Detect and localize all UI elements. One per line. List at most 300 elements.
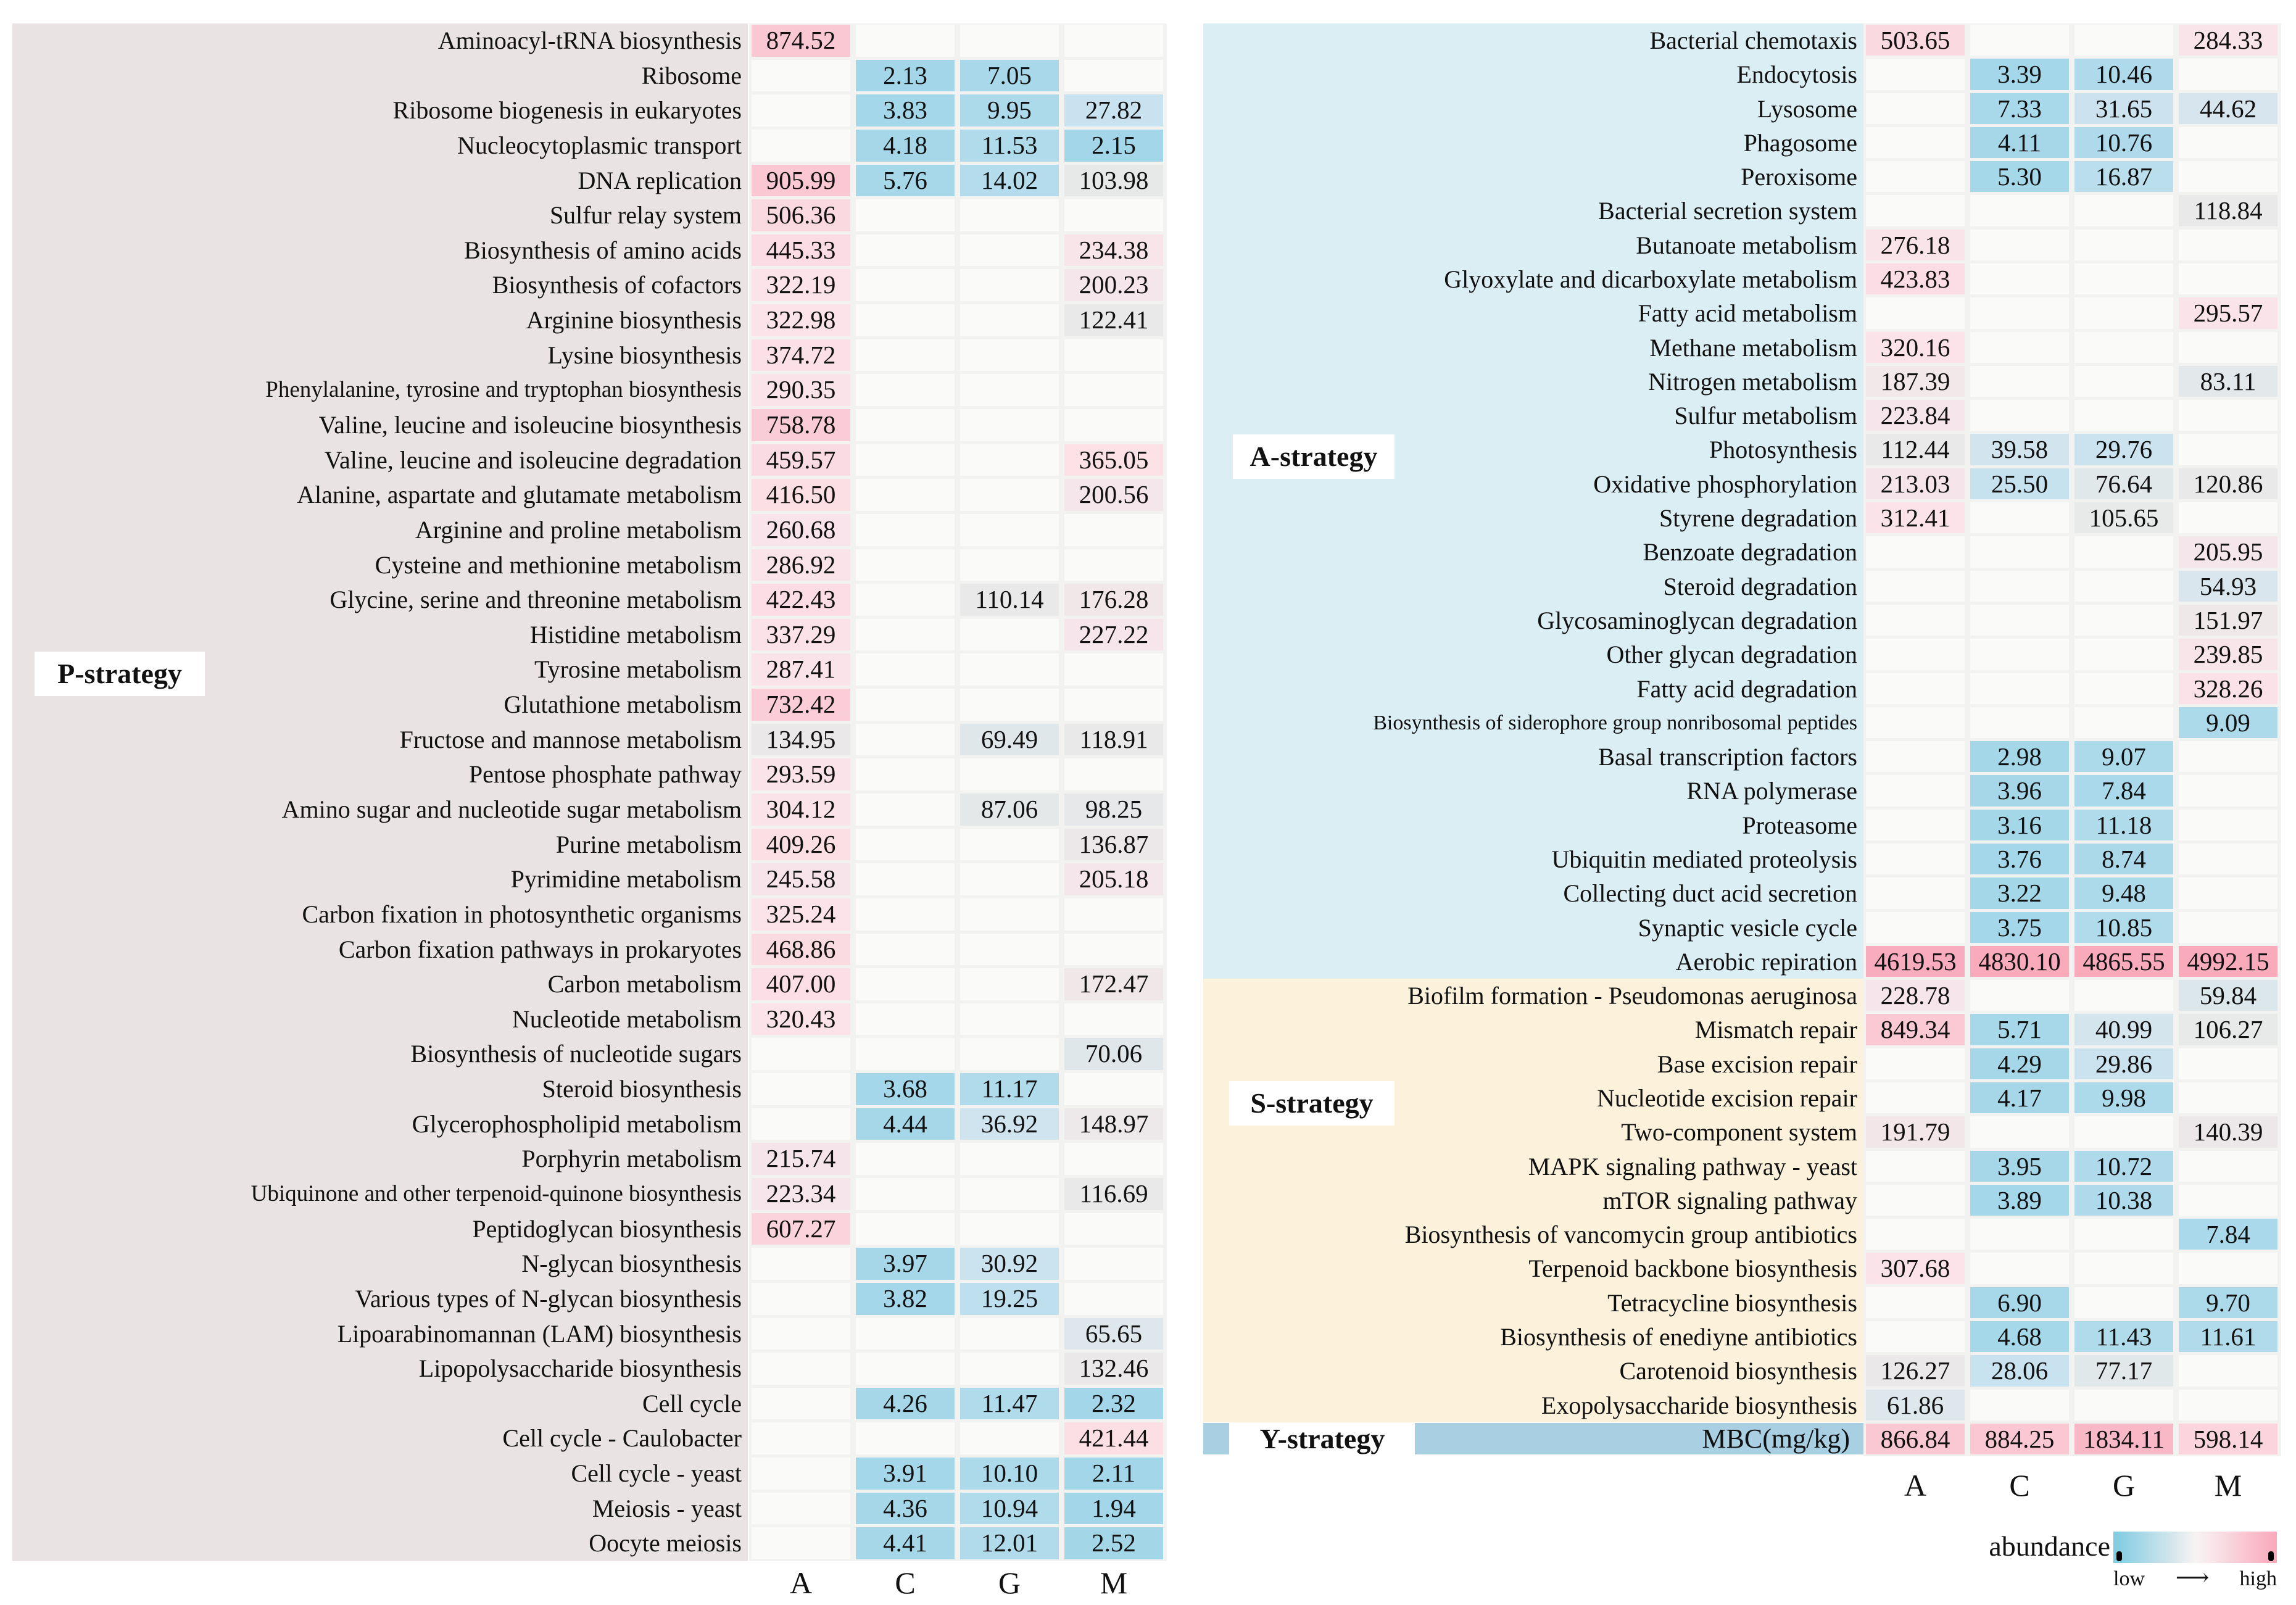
left-panel-heatmap-cell	[856, 269, 955, 301]
left-panel-heatmap-cell: 3.91	[856, 1458, 955, 1490]
right-panel-heatmap-cell	[1970, 332, 2069, 363]
left-panel-heatmap-cell	[960, 758, 1059, 790]
right-panel-pathway-label: Endocytosis	[1736, 60, 1857, 89]
left-panel-pathway-label: Porphyrin metabolism	[521, 1145, 742, 1173]
right-panel-heatmap-cell: 10.76	[2074, 127, 2173, 158]
left-panel-heatmap-cell	[960, 934, 1059, 966]
right-panel-heatmap-cell	[2074, 605, 2173, 636]
left-panel-heatmap-cell	[752, 1073, 850, 1105]
right-panel-heatmap-cell: 191.79	[1866, 1116, 1965, 1147]
right-panel-heatmap-cell: 126.27	[1866, 1355, 1965, 1386]
right-panel-heatmap-cell	[1866, 1185, 1965, 1216]
right-panel-pathway-label: Fatty acid metabolism	[1638, 299, 1857, 328]
left-panel-heatmap-cell: 19.25	[960, 1283, 1059, 1315]
right-panel-heatmap-cell	[1970, 673, 2069, 704]
left-panel-column-header: M	[1100, 1566, 1128, 1600]
right-panel-heatmap-cell: 3.22	[1970, 877, 2069, 908]
left-panel-heatmap-cell: 227.22	[1064, 619, 1163, 651]
left-panel-heatmap-cell: 468.86	[752, 934, 850, 966]
left-panel-heatmap-cell	[856, 549, 955, 581]
left-panel-heatmap-cell: 365.05	[1064, 444, 1163, 476]
left-panel-heatmap-cell	[1064, 199, 1163, 231]
right-panel-heatmap-cell	[1970, 195, 2069, 226]
left-panel-heatmap-cell	[752, 1108, 850, 1140]
left-panel-heatmap-cell	[960, 25, 1059, 57]
left-panel-heatmap-cell: 134.95	[752, 724, 850, 756]
right-panel-heatmap-cell	[1970, 230, 2069, 260]
right-panel-pathway-label: Biosynthesis of vancomycin group antibiotics	[1404, 1221, 1857, 1249]
left-panel-pathway-label: Lysine biosynthesis	[547, 341, 742, 369]
left-panel-heatmap-cell	[752, 130, 850, 162]
right-panel-heatmap-cell	[1866, 844, 1965, 874]
s-strategy-label: S-strategy	[1229, 1081, 1395, 1126]
right-panel-pathway-label: Nucleotide excision repair	[1596, 1084, 1857, 1112]
right-panel-column-header: G	[2112, 1468, 2136, 1503]
left-panel-heatmap-cell	[856, 584, 955, 616]
right-panel-pathway-label: MAPK signaling pathway - yeast	[1528, 1152, 1857, 1180]
left-panel-heatmap-cell: 337.29	[752, 619, 850, 651]
left-panel-heatmap-cell: 9.95	[960, 94, 1059, 126]
left-panel-pathway-label: Histidine metabolism	[529, 620, 742, 649]
left-panel-heatmap-cell: 103.98	[1064, 165, 1163, 197]
left-panel-heatmap-cell	[960, 444, 1059, 476]
left-panel-pathway-label: Amino sugar and nucleotide sugar metabolism	[281, 795, 742, 823]
left-panel-heatmap-cell: 65.65	[1064, 1318, 1163, 1350]
right-panel-heatmap-cell: 4.29	[1970, 1048, 2069, 1079]
left-panel-heatmap-cell	[960, 409, 1059, 441]
left-panel-heatmap-cell: 215.74	[752, 1143, 850, 1175]
left-panel-heatmap-cell: 286.92	[752, 549, 850, 581]
left-panel-pathway-label: Arginine and proline metabolism	[415, 515, 742, 544]
left-panel-heatmap-cell	[1064, 1143, 1163, 1175]
left-panel-heatmap-cell: 11.53	[960, 130, 1059, 162]
left-panel-heatmap-cell: 118.91	[1064, 724, 1163, 756]
left-panel-heatmap-cell	[960, 1213, 1059, 1245]
right-panel-heatmap-cell: 11.61	[2179, 1321, 2277, 1352]
right-panel-pathway-label: Basal transcription factors	[1598, 743, 1857, 771]
left-panel-heatmap-cell: 172.47	[1064, 968, 1163, 1000]
left-panel-heatmap-cell	[1064, 339, 1163, 371]
right-panel-heatmap-cell	[2179, 127, 2277, 158]
left-panel-heatmap-cell: 2.13	[856, 60, 955, 92]
right-panel-heatmap-cell	[2179, 230, 2277, 260]
right-panel-heatmap-cell: 223.84	[1866, 400, 1965, 431]
left-panel-heatmap-cell	[960, 269, 1059, 301]
right-panel-heatmap-cell: 16.87	[2074, 161, 2173, 192]
left-panel-pathway-label: Valine, leucine and isoleucine biosynthesis	[318, 410, 742, 439]
left-panel-heatmap-cell: 2.15	[1064, 130, 1163, 162]
left-panel-heatmap-cell: 148.97	[1064, 1108, 1163, 1140]
right-panel-pathway-label: Biofilm formation - Pseudomonas aeruginosa	[1407, 982, 1857, 1010]
right-panel-heatmap-cell	[1970, 1219, 2069, 1250]
left-panel-heatmap-cell	[960, 619, 1059, 651]
left-panel-pathway-label: Biosynthesis of nucleotide sugars	[410, 1040, 742, 1068]
left-panel-heatmap-cell: 7.05	[960, 60, 1059, 92]
left-panel-heatmap-cell	[856, 1213, 955, 1245]
left-panel-pathway-label: Glycine, serine and threonine metabolism	[329, 586, 742, 614]
left-panel-heatmap-cell	[960, 234, 1059, 267]
right-panel-heatmap-cell	[1866, 59, 1965, 89]
left-panel-pathway-label: Oocyte meiosis	[589, 1529, 742, 1557]
right-panel-heatmap-cell	[2179, 59, 2277, 89]
legend-high-label: high	[2239, 1567, 2277, 1590]
left-panel-pathway-label: Carbon metabolism	[547, 970, 742, 998]
right-panel-pathway-label: Bacterial secretion system	[1598, 197, 1857, 225]
left-panel-heatmap-cell	[856, 863, 955, 895]
right-panel-heatmap-cell	[1970, 605, 2069, 636]
right-panel-heatmap-cell: 9.70	[2179, 1287, 2277, 1318]
left-panel-heatmap-cell: 905.99	[752, 165, 850, 197]
legend-arrow-icon: ⟶	[2175, 1565, 2210, 1591]
left-panel-heatmap-cell	[960, 829, 1059, 861]
left-panel-heatmap-cell: 11.47	[960, 1388, 1059, 1420]
right-panel-heatmap-cell	[2074, 707, 2173, 738]
right-panel-heatmap-cell	[2074, 1219, 2173, 1250]
right-panel-heatmap-cell: 105.65	[2074, 502, 2173, 533]
left-panel-heatmap-cell: 98.25	[1064, 794, 1163, 826]
left-panel-pathway-label: DNA replication	[578, 166, 742, 194]
right-panel-heatmap-cell	[2179, 844, 2277, 874]
left-panel-heatmap-cell	[856, 1353, 955, 1385]
left-panel-heatmap-cell	[856, 25, 955, 57]
left-panel-heatmap-cell	[1064, 409, 1163, 441]
right-panel-heatmap-cell: 884.25	[1970, 1424, 2069, 1454]
right-panel-heatmap-cell	[2179, 502, 2277, 533]
right-panel-pathway-label: Biosynthesis of enediyne antibiotics	[1500, 1323, 1857, 1351]
right-panel-heatmap-cell	[2074, 1253, 2173, 1284]
right-panel-heatmap-cell	[1866, 1219, 1965, 1250]
right-panel-heatmap-cell: 11.43	[2074, 1321, 2173, 1352]
right-panel-heatmap-cell: 106.27	[2179, 1014, 2277, 1045]
right-panel-heatmap-cell: 4.11	[1970, 127, 2069, 158]
left-panel-heatmap-cell: 12.01	[960, 1527, 1059, 1559]
right-panel-heatmap-cell	[1970, 25, 2069, 56]
right-panel-heatmap-cell	[2074, 1390, 2173, 1420]
right-panel-heatmap-cell	[2074, 980, 2173, 1011]
right-panel-heatmap-cell: 849.34	[1866, 1014, 1965, 1045]
right-panel-heatmap-cell: 4830.10	[1970, 946, 2069, 977]
left-panel-pathway-label: Arginine biosynthesis	[526, 306, 742, 334]
left-panel-heatmap-cell	[752, 1248, 850, 1280]
right-panel-heatmap-cell	[1970, 707, 2069, 738]
left-panel-pathway-label: Various types of N-glycan biosynthesis	[355, 1284, 742, 1313]
left-panel-heatmap-cell	[856, 444, 955, 476]
left-panel-pathway-label: Ribosome biogenesis in eukaryotes	[392, 96, 742, 125]
left-panel-heatmap-cell: 110.14	[960, 584, 1059, 616]
left-panel-pathway-label: Pentose phosphate pathway	[468, 760, 742, 789]
right-panel-heatmap-cell	[1866, 571, 1965, 602]
right-panel-heatmap-cell	[2179, 332, 2277, 363]
right-panel-pathway-label: Methane metabolism	[1649, 333, 1857, 362]
right-panel-heatmap-cell	[1970, 400, 2069, 431]
right-panel-pathway-label: Benzoate degradation	[1643, 538, 1857, 566]
right-panel-heatmap-cell: 205.95	[2179, 536, 2277, 567]
left-panel-pathway-label: Valine, leucine and isoleucine degradation	[324, 446, 742, 474]
right-panel-heatmap-cell: 228.78	[1866, 980, 1965, 1011]
left-panel-heatmap-cell: 607.27	[752, 1213, 850, 1245]
y-strategy-color-swatch	[1203, 1423, 1229, 1454]
legend-high-tick	[2268, 1551, 2274, 1561]
left-panel-pathway-label: Tyrosine metabolism	[534, 655, 742, 684]
right-panel-heatmap-cell	[1866, 1151, 1965, 1182]
left-panel-pathway-label: Nucleocytoplasmic transport	[457, 131, 742, 159]
right-panel-heatmap-cell: 6.90	[1970, 1287, 2069, 1318]
right-panel-heatmap-cell	[2179, 741, 2277, 772]
left-panel-heatmap-cell: 322.19	[752, 269, 850, 301]
right-panel-heatmap-cell: 112.44	[1866, 434, 1965, 465]
right-panel-heatmap-cell: 76.64	[2074, 468, 2173, 499]
right-panel-heatmap-cell: 312.41	[1866, 502, 1965, 533]
right-panel-heatmap-cell	[2179, 1253, 2277, 1284]
right-panel-heatmap-cell	[1970, 297, 2069, 328]
left-panel-pathway-label: Meiosis - yeast	[592, 1494, 742, 1522]
right-panel-heatmap-cell	[1866, 912, 1965, 943]
left-panel-heatmap-cell	[1064, 1073, 1163, 1105]
left-panel-pathway-label: Nucleotide metabolism	[512, 1005, 742, 1033]
left-panel-heatmap-cell: 10.94	[960, 1493, 1059, 1525]
left-panel-heatmap-cell	[960, 898, 1059, 931]
right-panel-heatmap-cell	[2179, 912, 2277, 943]
left-panel-heatmap-cell	[960, 1422, 1059, 1454]
left-panel-heatmap-cell	[856, 1318, 955, 1350]
left-panel-heatmap-cell	[752, 1527, 850, 1559]
right-panel-heatmap-cell	[2074, 263, 2173, 294]
left-panel-heatmap-cell	[856, 234, 955, 267]
right-panel-heatmap-cell	[1970, 263, 2069, 294]
right-panel-pathway-label: Photosynthesis	[1709, 436, 1857, 464]
left-panel-heatmap-cell	[856, 758, 955, 790]
left-panel-heatmap-cell	[856, 934, 955, 966]
right-panel-heatmap-cell: 10.85	[2074, 912, 2173, 943]
left-panel-heatmap-cell	[856, 1143, 955, 1175]
left-panel-pathway-label: Cell cycle - yeast	[571, 1459, 742, 1488]
right-panel-heatmap-cell	[2074, 639, 2173, 670]
right-panel-heatmap-cell: 3.76	[1970, 844, 2069, 874]
left-panel-heatmap-cell: 87.06	[960, 794, 1059, 826]
right-panel-heatmap-cell: 29.76	[2074, 434, 2173, 465]
right-panel-heatmap-cell: 29.86	[2074, 1048, 2173, 1079]
right-panel-heatmap-cell	[2074, 1116, 2173, 1147]
right-panel-heatmap-cell: 7.33	[1970, 93, 2069, 124]
right-panel-heatmap-cell	[1970, 571, 2069, 602]
right-panel-heatmap-cell: 39.58	[1970, 434, 2069, 465]
left-panel-heatmap-cell: 293.59	[752, 758, 850, 790]
left-panel-heatmap-cell: 3.97	[856, 1248, 955, 1280]
right-panel-heatmap-cell	[1866, 741, 1965, 772]
right-panel-heatmap-cell: 9.09	[2179, 707, 2277, 738]
right-panel-heatmap-cell: 59.84	[2179, 980, 2277, 1011]
right-panel-pathway-label: Biosynthesis of siderophore group nonribosomal peptides	[1373, 711, 1857, 734]
right-panel-heatmap-cell	[1866, 707, 1965, 738]
right-panel-heatmap-cell	[1866, 775, 1965, 806]
left-panel-heatmap-cell	[752, 1318, 850, 1350]
right-panel-pathway-label: Glyoxylate and dicarboxylate metabolism	[1444, 265, 1857, 294]
right-panel-pathway-label: Two-component system	[1621, 1118, 1857, 1147]
left-panel-heatmap-cell	[960, 863, 1059, 895]
right-panel-heatmap-cell	[2179, 877, 2277, 908]
right-panel-heatmap-cell	[1970, 502, 2069, 533]
left-panel-column-header: A	[789, 1566, 813, 1600]
left-panel-pathway-label: Phenylalanine, tyrosine and tryptophan biosynthesis	[265, 377, 742, 403]
right-panel-pathway-label: Mismatch repair	[1694, 1016, 1857, 1044]
left-panel-pathway-label: Pyrimidine metabolism	[510, 865, 742, 894]
left-panel-heatmap-cell: 260.68	[752, 514, 850, 546]
right-panel-heatmap-cell	[1970, 980, 2069, 1011]
left-panel-pathway-label: Cell cycle - Caulobacter	[502, 1424, 742, 1453]
left-panel-heatmap-cell	[856, 898, 955, 931]
left-panel-heatmap-cell	[752, 1388, 850, 1420]
left-panel-heatmap-cell	[752, 1422, 850, 1454]
right-panel-heatmap-cell	[2074, 400, 2173, 431]
left-panel-heatmap-cell	[960, 1003, 1059, 1035]
left-panel-pathway-label: Sulfur relay system	[549, 201, 742, 230]
right-panel-heatmap-cell: 5.30	[1970, 161, 2069, 192]
left-panel-heatmap-cell	[856, 1003, 955, 1035]
left-panel-heatmap-cell	[752, 1038, 850, 1070]
left-panel-heatmap-cell: 874.52	[752, 25, 850, 57]
left-panel-heatmap-cell: 1.94	[1064, 1493, 1163, 1525]
left-panel-heatmap-cell	[856, 794, 955, 826]
left-panel-pathway-label: Cell cycle	[642, 1389, 742, 1417]
right-panel-heatmap-cell	[2179, 161, 2277, 192]
right-panel-heatmap-cell	[1866, 195, 1965, 226]
right-panel-pathway-label: Synaptic vesicle cycle	[1638, 913, 1857, 942]
legend-gradient-bar	[2113, 1532, 2277, 1563]
right-panel-heatmap-cell: 423.83	[1866, 263, 1965, 294]
left-panel-heatmap-cell: 136.87	[1064, 829, 1163, 861]
left-panel-heatmap-cell: 4.26	[856, 1388, 955, 1420]
right-panel-heatmap-cell	[2074, 673, 2173, 704]
right-panel-heatmap-cell: 44.62	[2179, 93, 2277, 124]
mbc-row-label: MBC(mg/kg)	[1702, 1423, 1850, 1454]
left-panel-heatmap-cell	[856, 689, 955, 721]
right-panel-heatmap-cell: 328.26	[2179, 673, 2277, 704]
right-panel-heatmap-cell: 3.75	[1970, 912, 2069, 943]
right-panel-heatmap-cell: 239.85	[2179, 639, 2277, 670]
left-panel-heatmap-cell	[960, 339, 1059, 371]
right-panel-heatmap-cell: 8.74	[2074, 844, 2173, 874]
left-panel-heatmap-cell	[1064, 898, 1163, 931]
left-panel-heatmap-cell: 30.92	[960, 1248, 1059, 1280]
right-panel-pathway-label: Terpenoid backbone biosynthesis	[1528, 1255, 1857, 1283]
left-panel-heatmap-cell	[856, 1178, 955, 1210]
right-panel-heatmap-cell	[1866, 93, 1965, 124]
left-panel-heatmap-cell	[960, 1353, 1059, 1385]
left-panel-heatmap-cell	[1064, 653, 1163, 686]
right-panel-heatmap-cell: 10.46	[2074, 59, 2173, 89]
right-panel-heatmap-cell	[2074, 571, 2173, 602]
right-panel-heatmap-cell: 25.50	[1970, 468, 2069, 499]
y-strategy-label: Y-strategy	[1232, 1422, 1413, 1455]
right-panel-heatmap-cell: 10.72	[2074, 1151, 2173, 1182]
right-panel-heatmap-cell: 213.03	[1866, 468, 1965, 499]
left-panel-heatmap-cell: 27.82	[1064, 94, 1163, 126]
left-panel-heatmap-cell: 4.36	[856, 1493, 955, 1525]
left-panel-heatmap-cell	[856, 1038, 955, 1070]
left-panel-heatmap-cell: 4.44	[856, 1108, 955, 1140]
right-panel-heatmap-cell	[1970, 1116, 2069, 1147]
left-panel-heatmap-cell	[752, 60, 850, 92]
left-panel-pathway-label: Ubiquinone and other terpenoid-quinone biosynthesis	[251, 1180, 742, 1206]
right-panel-heatmap-cell: 276.18	[1866, 230, 1965, 260]
left-panel-heatmap-cell: 36.92	[960, 1108, 1059, 1140]
right-panel-heatmap-cell: 3.89	[1970, 1185, 2069, 1216]
left-panel-pathway-label: Ribosome	[641, 61, 742, 89]
right-panel-pathway-label: Fatty acid degradation	[1636, 674, 1857, 703]
right-panel-heatmap-cell	[1970, 1390, 2069, 1420]
left-panel-heatmap-cell: 122.41	[1064, 304, 1163, 336]
left-panel-heatmap-cell	[856, 619, 955, 651]
right-panel-heatmap-cell	[2074, 195, 2173, 226]
right-panel-pathway-label: RNA polymerase	[1686, 777, 1857, 805]
right-panel-heatmap-cell	[1866, 1048, 1965, 1079]
right-panel-heatmap-cell: 2.98	[1970, 741, 2069, 772]
left-panel-heatmap-cell	[960, 689, 1059, 721]
left-panel-pathway-label: Lipoarabinomannan (LAM) biosynthesis	[337, 1319, 742, 1348]
right-panel-heatmap-cell	[1866, 605, 1965, 636]
left-panel-heatmap-cell: 290.35	[752, 374, 850, 406]
right-panel-pathway-label: Glycosaminoglycan degradation	[1537, 606, 1857, 634]
left-panel-heatmap-cell: 445.33	[752, 234, 850, 267]
left-panel-heatmap-cell: 506.36	[752, 199, 850, 231]
left-panel-column-header: C	[895, 1566, 916, 1600]
right-panel-heatmap-cell: 31.65	[2074, 93, 2173, 124]
right-panel-heatmap-cell: 3.95	[1970, 1151, 2069, 1182]
right-panel-heatmap-cell: 187.39	[1866, 366, 1965, 397]
left-panel-heatmap-cell	[1064, 374, 1163, 406]
left-panel-heatmap-cell	[1064, 689, 1163, 721]
left-panel-heatmap-cell	[752, 1458, 850, 1490]
right-panel-heatmap-cell	[1970, 1253, 2069, 1284]
right-panel-heatmap-cell	[1970, 639, 2069, 670]
left-panel-heatmap-cell: 223.34	[752, 1178, 850, 1210]
right-panel-pathway-label: mTOR signaling pathway	[1602, 1186, 1857, 1214]
left-panel-heatmap-cell	[1064, 60, 1163, 92]
left-panel-heatmap-cell	[856, 199, 955, 231]
right-panel-heatmap-cell: 9.98	[2074, 1082, 2173, 1113]
left-panel-heatmap-cell: 176.28	[1064, 584, 1163, 616]
right-panel-pathway-label: Styrene degradation	[1659, 504, 1857, 533]
right-panel-heatmap-cell: 4.68	[1970, 1321, 2069, 1352]
right-panel-heatmap-cell: 61.86	[1866, 1390, 1965, 1420]
right-panel-heatmap-cell: 284.33	[2179, 25, 2277, 56]
left-panel-heatmap-cell: 459.57	[752, 444, 850, 476]
right-panel-heatmap-cell	[2179, 775, 2277, 806]
left-panel-heatmap-cell: 70.06	[1064, 1038, 1163, 1070]
left-panel-heatmap-cell: 422.43	[752, 584, 850, 616]
left-panel-heatmap-cell: 11.17	[960, 1073, 1059, 1105]
right-panel-heatmap-cell: 5.71	[1970, 1014, 2069, 1045]
left-panel-pathway-label: Peptidoglycan biosynthesis	[472, 1214, 742, 1243]
right-panel-heatmap-cell	[2074, 230, 2173, 260]
left-panel-heatmap-cell: 2.32	[1064, 1388, 1163, 1420]
left-panel-heatmap-cell	[1064, 1003, 1163, 1035]
right-panel-heatmap-cell: 4865.55	[2074, 946, 2173, 977]
right-panel-heatmap-cell	[1970, 536, 2069, 567]
left-panel-heatmap-cell	[856, 1422, 955, 1454]
right-panel-heatmap-cell	[2074, 25, 2173, 56]
right-panel-heatmap-cell	[1866, 810, 1965, 840]
left-panel-heatmap-cell: 758.78	[752, 409, 850, 441]
left-panel-heatmap-cell	[960, 1038, 1059, 1070]
right-panel-heatmap-cell: 10.38	[2074, 1185, 2173, 1216]
right-panel-heatmap-cell	[1866, 1287, 1965, 1318]
right-panel-pathway-label: Nitrogen metabolism	[1648, 367, 1857, 396]
left-panel-heatmap-cell: 69.49	[960, 724, 1059, 756]
left-panel-heatmap-cell: 200.23	[1064, 269, 1163, 301]
left-panel-pathway-label: Steroid biosynthesis	[542, 1075, 742, 1103]
left-panel-pathway-label: Lipopolysaccharide biosynthesis	[418, 1354, 742, 1383]
